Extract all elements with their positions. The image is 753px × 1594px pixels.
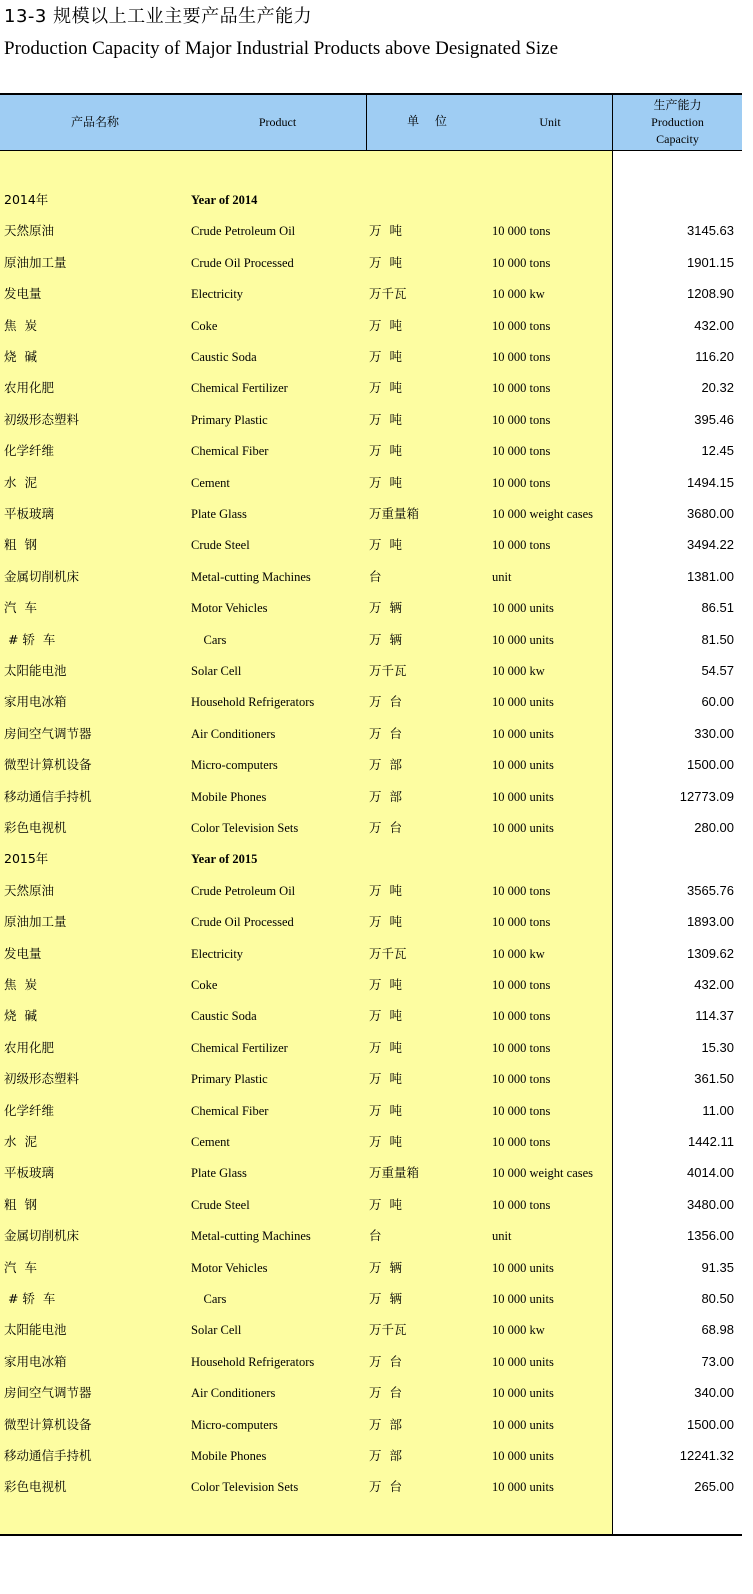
- unit-cn: 万 吨: [369, 1196, 402, 1212]
- capacity-value: 1356.00: [687, 1228, 734, 1244]
- product-name-en: Solar Cell: [191, 664, 242, 678]
- table-row: [0, 1409, 742, 1440]
- product-name-cn: 烧 碱: [4, 1008, 37, 1024]
- capacity-value: 340.00: [694, 1385, 734, 1401]
- product-name-cn: 移动通信手持机: [4, 788, 92, 804]
- capacity-value: 11.00: [702, 1102, 734, 1118]
- unit-cn: 万 吨: [369, 380, 402, 396]
- product-name-cn: 天然原油: [4, 882, 55, 898]
- unit-en: 10 000 tons: [492, 350, 551, 364]
- unit-en: 10 000 weight cases: [492, 507, 594, 521]
- product-name-en: Cars: [191, 632, 227, 647]
- product-name-cn: 移动通信手持机: [4, 1448, 92, 1463]
- product-name-cn: 原油加工量: [4, 914, 67, 930]
- table-row: [0, 686, 742, 717]
- product-name-en: Crude Petroleum Oil: [191, 224, 296, 239]
- unit-cn: 万千瓦: [369, 286, 407, 302]
- unit-en: 10 000 tons: [492, 538, 551, 553]
- capacity-value: 3145.63: [687, 223, 734, 239]
- capacity-value: 330.00: [694, 725, 734, 741]
- table-row: [0, 1440, 742, 1471]
- product-name-en: Crude Steel: [191, 1197, 250, 1212]
- table-row: [0, 1032, 742, 1063]
- capacity-value: 4014.00: [687, 1165, 734, 1181]
- unit-en: 10 000 units: [492, 695, 554, 710]
- product-name-cn: 汽 车: [4, 1259, 37, 1275]
- production-capacity-table: [0, 93, 753, 1543]
- unit-cn: 万 吨: [369, 537, 402, 553]
- table-row: [0, 1095, 742, 1126]
- unit-cn: 万重量箱: [369, 1165, 420, 1181]
- unit-en: 10 000 units: [492, 726, 554, 741]
- header-product-name-cn: 产品名称: [70, 115, 119, 129]
- capacity-value: 3565.76: [687, 882, 734, 898]
- table-row: [0, 1346, 742, 1377]
- product-name-en: Electricity: [191, 287, 244, 302]
- table-row: [0, 1283, 742, 1314]
- capacity-value: 1901.15: [687, 254, 734, 270]
- unit-cn: 万 吨: [369, 254, 402, 270]
- unit-en: 10 000 tons: [492, 915, 551, 930]
- product-name-cn: 家用电冰箱: [4, 1353, 67, 1369]
- product-name-en: Cars: [191, 1292, 227, 1306]
- capacity-value: 12241.32: [679, 1448, 734, 1463]
- unit-cn: 万 台: [369, 1353, 402, 1369]
- table-row: [0, 215, 742, 246]
- unit-cn: 万 吨: [369, 882, 402, 898]
- unit-cn: 万 吨: [369, 349, 402, 364]
- unit-en: 10 000 units: [492, 821, 554, 835]
- table-row: [0, 624, 742, 655]
- capacity-value: 432.00: [694, 317, 734, 333]
- unit-cn: 台: [369, 1228, 382, 1244]
- unit-cn: 万 部: [369, 757, 402, 773]
- product-name-cn: 金属切削机床: [4, 568, 80, 584]
- table-row: [0, 1063, 742, 1094]
- table-row: [0, 592, 742, 623]
- table-row: [0, 247, 742, 278]
- table-row: [0, 718, 742, 749]
- unit-en: 10 000 tons: [492, 475, 551, 490]
- unit-cn: 万 吨: [369, 474, 402, 490]
- table-row: [0, 467, 742, 498]
- capacity-value: 60.00: [701, 694, 734, 710]
- table-row: [0, 906, 742, 937]
- table-row: [0, 310, 742, 341]
- product-name-en: Chemical Fiber: [191, 444, 269, 459]
- capacity-value: 1500.00: [687, 1416, 734, 1432]
- capacity-value: 395.46: [694, 411, 734, 427]
- capacity-value: 1893.00: [687, 914, 734, 930]
- unit-en: 10 000 tons: [492, 381, 551, 396]
- unit-cn: 万 吨: [369, 443, 402, 459]
- product-name-en: Crude Petroleum Oil: [191, 883, 296, 898]
- product-name-cn: 家用电冰箱: [4, 694, 67, 710]
- unit-en: 10 000 tons: [492, 444, 551, 459]
- capacity-value: 116.20: [695, 349, 734, 364]
- table-row: [0, 655, 742, 686]
- capacity-value: 54.57: [701, 663, 734, 678]
- table-row: [0, 812, 742, 843]
- product-name-en: Primary Plastic: [191, 412, 268, 427]
- product-name-cn: 化学纤维: [4, 443, 55, 459]
- product-name-cn: 2015年: [4, 851, 49, 867]
- table-row: [0, 1252, 742, 1283]
- unit-en: 10 000 tons: [492, 1135, 551, 1149]
- product-name-cn: 原油加工量: [4, 254, 67, 270]
- product-name-cn: 太阳能电池: [4, 663, 67, 678]
- table-row: [0, 1000, 742, 1031]
- product-name-cn: 金属切削机床: [4, 1228, 80, 1244]
- table-row: [0, 1314, 742, 1345]
- capacity-value: 12773.09: [679, 788, 734, 804]
- year-section-row: [0, 184, 742, 215]
- table-row: [0, 1157, 742, 1188]
- product-name-en: Metal-cutting Machines: [191, 1229, 311, 1244]
- capacity-value: 280.00: [694, 820, 734, 835]
- product-name-cn: # 轿 车: [4, 631, 56, 647]
- unit-en: 10 000 units: [492, 789, 554, 804]
- product-name-en: Cement: [191, 1135, 230, 1149]
- product-name-en: Motor Vehicles: [191, 1260, 268, 1275]
- product-name-en: Household Refrigerators: [191, 695, 315, 710]
- unit-en: 10 000 units: [492, 1417, 554, 1432]
- unit-cn: 万 台: [369, 820, 402, 835]
- product-name-cn: 发电量: [4, 945, 42, 961]
- product-name-cn: 汽 车: [4, 600, 37, 616]
- header-capacity-en-1: Production: [651, 115, 704, 129]
- product-name-cn: 烧 碱: [4, 349, 37, 364]
- unit-cn: 万 辆: [369, 600, 402, 616]
- unit-en: 10 000 units: [492, 1292, 554, 1306]
- unit-en: 10 000 kw: [492, 664, 545, 678]
- unit-cn: 万千瓦: [369, 663, 407, 678]
- product-name-en: Plate Glass: [191, 507, 247, 521]
- unit-en: 10 000 units: [492, 1260, 554, 1275]
- unit-en: 10 000 tons: [492, 412, 551, 427]
- product-name-cn: 房间空气调节器: [4, 725, 92, 741]
- unit-en: 10 000 units: [492, 632, 554, 647]
- unit-en: 10 000 tons: [492, 978, 551, 992]
- product-name-cn: 农用化肥: [4, 380, 55, 396]
- product-name-en: Micro-computers: [191, 758, 278, 773]
- unit-cn: 台: [369, 568, 382, 584]
- table-row: [0, 372, 742, 403]
- unit-en: 10 000 tons: [492, 883, 551, 898]
- capacity-value: 3494.22: [687, 537, 734, 553]
- unit-en: 10 000 tons: [492, 1197, 551, 1212]
- unit-en: 10 000 kw: [492, 287, 545, 302]
- product-name-en: Solar Cell: [191, 1323, 242, 1338]
- table-title-english: Production Capacity of Major Industrial Products above Designated Size: [4, 38, 559, 59]
- unit-en: 10 000 units: [492, 1449, 554, 1463]
- capacity-value: 1381.00: [687, 568, 734, 584]
- unit-en: 10 000 weight cases: [492, 1166, 594, 1181]
- header-product-name-en: Product: [258, 115, 297, 129]
- product-name-en: Cement: [191, 475, 230, 490]
- unit-cn: 万千瓦: [369, 1322, 407, 1338]
- product-name-en: Color Television Sets: [191, 1480, 299, 1495]
- product-name-cn: 彩色电视机: [4, 1479, 67, 1495]
- table-row: [0, 749, 742, 780]
- unit-en: 10 000 units: [492, 601, 554, 616]
- unit-cn: 万 辆: [369, 631, 402, 647]
- header-capacity-en-2: Capacity: [656, 132, 699, 146]
- header-unit-cn: 单 位: [407, 114, 453, 128]
- header-divider-unit: [366, 93, 367, 151]
- unit-cn: 万千瓦: [369, 945, 407, 961]
- unit-cn: 万 吨: [369, 1008, 402, 1024]
- unit-en: 10 000 tons: [492, 1103, 551, 1118]
- product-name-en: Crude Steel: [191, 538, 250, 553]
- unit-en: 10 000 units: [492, 1354, 554, 1369]
- unit-en: 10 000 tons: [492, 255, 551, 270]
- product-name-en: Electricity: [191, 946, 244, 961]
- unit-cn: 万 吨: [369, 1102, 402, 1118]
- table-row: [0, 969, 742, 1000]
- capacity-value: 1309.62: [687, 945, 734, 961]
- unit-en: 10 000 units: [492, 1386, 554, 1401]
- table-row: [0, 561, 742, 592]
- table-row: [0, 435, 742, 466]
- unit-en: unit: [492, 569, 512, 584]
- unit-en: 10 000 tons: [492, 318, 551, 333]
- table-row: [0, 1377, 742, 1408]
- product-name-en: Year of 2014: [191, 193, 258, 207]
- unit-cn: 万 辆: [369, 1291, 402, 1306]
- product-name-cn: 焦 炭: [4, 317, 37, 333]
- table-title-chinese: 13-3 规模以上工业主要产品生产能力: [4, 6, 313, 27]
- product-name-en: Mobile Phones: [191, 789, 267, 804]
- table-row: [0, 1126, 742, 1157]
- product-name-en: Crude Oil Processed: [191, 255, 294, 270]
- table-bottom-rule: [0, 1534, 742, 1536]
- product-name-en: Crude Oil Processed: [191, 915, 294, 930]
- unit-cn: 万 部: [369, 1416, 402, 1432]
- product-name-cn: 焦 炭: [4, 977, 37, 992]
- table-row: [0, 529, 742, 560]
- product-name-cn: 房间空气调节器: [4, 1385, 92, 1401]
- unit-en: 10 000 kw: [492, 946, 545, 961]
- table-row: [0, 278, 742, 309]
- capacity-value: 114.37: [695, 1008, 734, 1024]
- unit-cn: 万 台: [369, 725, 402, 741]
- unit-cn: 万 吨: [369, 411, 402, 427]
- capacity-value: 432.00: [694, 977, 734, 992]
- product-name-cn: 水 泥: [4, 474, 37, 490]
- product-name-cn: 微型计算机设备: [4, 1416, 92, 1432]
- product-name-cn: 太阳能电池: [4, 1322, 67, 1338]
- product-name-cn: 初级形态塑料: [4, 1071, 80, 1087]
- unit-en: unit: [492, 1229, 512, 1244]
- product-name-cn: 平板玻璃: [4, 1165, 55, 1181]
- unit-en: 10 000 tons: [492, 1072, 551, 1087]
- unit-cn: 万 部: [369, 788, 402, 804]
- capacity-value: 73.00: [701, 1353, 734, 1369]
- capacity-value: 12.45: [701, 443, 734, 459]
- unit-en: 10 000 tons: [492, 1040, 551, 1055]
- unit-en: 10 000 tons: [492, 1009, 551, 1024]
- product-name-cn: 2014年: [4, 192, 49, 207]
- unit-cn: 万 吨: [369, 977, 402, 992]
- unit-cn: 万 吨: [369, 914, 402, 930]
- product-name-cn: 农用化肥: [4, 1039, 55, 1055]
- unit-cn: 万 吨: [369, 1071, 402, 1087]
- header-unit-en: Unit: [539, 115, 561, 129]
- unit-cn: 万 台: [369, 1479, 402, 1495]
- year-section-row: [0, 843, 742, 874]
- product-name-cn: 平板玻璃: [4, 506, 55, 521]
- capacity-value: 1208.90: [687, 286, 734, 302]
- table-row: [0, 1471, 742, 1502]
- capacity-value: 265.00: [694, 1479, 734, 1495]
- product-name-cn: 水 泥: [4, 1134, 37, 1149]
- product-name-en: Color Television Sets: [191, 821, 299, 835]
- unit-cn: 万 辆: [369, 1259, 402, 1275]
- product-name-en: Plate Glass: [191, 1166, 247, 1181]
- product-name-en: Primary Plastic: [191, 1072, 268, 1087]
- product-name-en: Household Refrigerators: [191, 1354, 315, 1369]
- product-name-en: Mobile Phones: [191, 1449, 267, 1463]
- product-name-cn: 初级形态塑料: [4, 411, 80, 427]
- product-name-en: Chemical Fiber: [191, 1103, 269, 1118]
- product-name-en: Motor Vehicles: [191, 601, 268, 616]
- product-name-cn: # 轿 车: [4, 1291, 56, 1306]
- product-name-en: Air Conditioners: [191, 1386, 276, 1401]
- product-name-en: Metal-cutting Machines: [191, 569, 311, 584]
- capacity-value: 15.30: [701, 1039, 734, 1055]
- table-row: [0, 498, 742, 529]
- unit-cn: 万 吨: [369, 317, 402, 333]
- unit-en: 10 000 units: [492, 758, 554, 773]
- unit-cn: 万 吨: [369, 223, 402, 239]
- product-name-en: Caustic Soda: [191, 1009, 257, 1024]
- product-name-en: Chemical Fertilizer: [191, 1040, 288, 1055]
- capacity-value: 3480.00: [687, 1196, 734, 1212]
- table-row: [0, 404, 742, 435]
- table-row: [0, 875, 742, 906]
- table-row: [0, 781, 742, 812]
- product-name-cn: 天然原油: [4, 223, 55, 239]
- unit-cn: 万 吨: [369, 1039, 402, 1055]
- capacity-value: 1442.11: [687, 1134, 734, 1149]
- product-name-cn: 发电量: [4, 286, 42, 302]
- capacity-value: 91.35: [701, 1259, 734, 1275]
- capacity-value: 361.50: [694, 1071, 734, 1087]
- product-name-en: Air Conditioners: [191, 726, 276, 741]
- unit-en: 10 000 kw: [492, 1323, 545, 1338]
- table-row: [0, 1189, 742, 1220]
- product-name-cn: 化学纤维: [4, 1102, 55, 1118]
- product-name-en: Year of 2015: [191, 852, 258, 867]
- product-name-en: Coke: [191, 318, 218, 333]
- capacity-value: 20.32: [701, 380, 734, 396]
- unit-cn: 万 部: [369, 1448, 402, 1463]
- unit-cn: 万 台: [369, 1385, 402, 1401]
- product-name-en: Micro-computers: [191, 1417, 278, 1432]
- header-capacity-cn: 生产能力: [653, 98, 702, 112]
- unit-cn: 万 台: [369, 694, 402, 710]
- table-row: [0, 341, 742, 372]
- unit-cn: 万重量箱: [369, 506, 420, 521]
- capacity-value: 3680.00: [687, 506, 734, 521]
- capacity-value: 80.50: [701, 1291, 734, 1306]
- product-name-cn: 微型计算机设备: [4, 757, 92, 773]
- capacity-value: 68.98: [701, 1322, 734, 1338]
- capacity-value: 1500.00: [687, 757, 734, 773]
- table-row: [0, 1220, 742, 1251]
- unit-en: 10 000 units: [492, 1480, 554, 1495]
- unit-cn: 万 吨: [369, 1134, 402, 1149]
- product-name-en: Coke: [191, 978, 218, 992]
- capacity-value: 1494.15: [687, 474, 734, 490]
- header-production-capacity: [613, 97, 742, 148]
- product-name-cn: 彩色电视机: [4, 820, 67, 835]
- table-row: [0, 938, 742, 969]
- product-name-en: Chemical Fertilizer: [191, 381, 288, 396]
- product-name-en: Caustic Soda: [191, 350, 257, 364]
- capacity-value: 86.51: [701, 600, 734, 616]
- product-name-cn: 粗 钢: [4, 1196, 37, 1212]
- capacity-value: 81.50: [701, 631, 734, 647]
- unit-en: 10 000 tons: [492, 224, 551, 239]
- product-name-cn: 粗 钢: [4, 537, 37, 553]
